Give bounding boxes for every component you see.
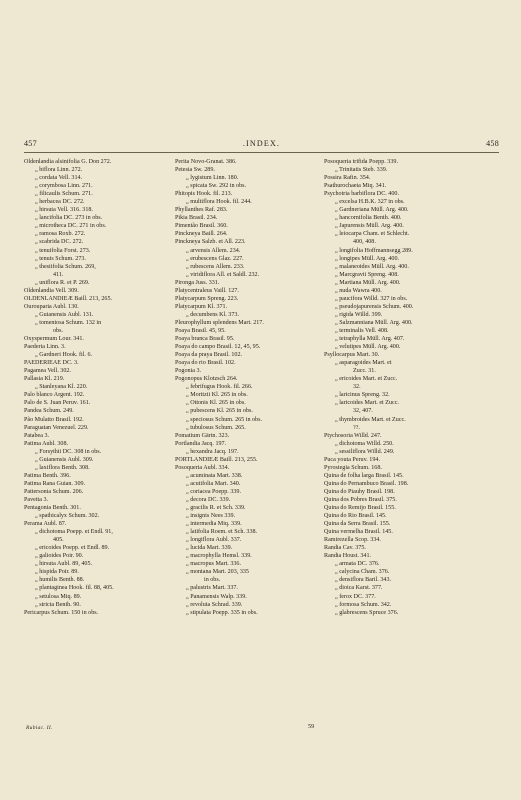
index-entry: „ arvensis Allem. 234.: [186, 247, 241, 254]
index-entry: „ decumbens Kl. 373.: [186, 311, 239, 318]
index-entry: „ Martiana Müll. Arg. 400.: [335, 279, 401, 286]
index-entry: „ intermedia Miq. 339.: [186, 521, 242, 528]
running-title: .INDEX.: [242, 139, 281, 148]
index-entry: Platycarpum Spreng. 223.: [175, 295, 239, 302]
index-entry: „ glabrescens Spruce 376.: [335, 609, 399, 616]
index-entry: 400, 408.: [353, 239, 376, 246]
index-entry: Quina do Remijo Brasil. 155.: [324, 505, 396, 512]
index-entry: Poaya do campo Brasil. 12, 45, 95.: [175, 344, 261, 351]
index-entry: Patima Aubl. 308.: [24, 440, 69, 447]
index-entry: „ macrophylla Hemsl. 339.: [186, 553, 252, 560]
index-entry: Patabea 3.: [24, 432, 50, 439]
index-entry: „ hirsuta Vell. 316. 318.: [35, 207, 93, 214]
index-entry: „ laricinus Spreng. 32.: [335, 392, 390, 399]
index-entry: „ febrifugus Hook. fil. 266.: [186, 384, 253, 391]
index-entry: Poaya branca Brasil. 95.: [175, 336, 235, 343]
index-entry: „ ericoides Poepp. et Endl. 89.: [35, 545, 110, 552]
index-entry: „ hispida Poir. 89.: [35, 569, 79, 576]
left-page-number: 457: [24, 139, 37, 148]
index-column-right: [324, 158, 500, 617]
index-entry: „ nuda Wawra 400.: [335, 287, 382, 294]
index-column-middle: [175, 158, 325, 617]
index-entry: „ leiocarpa Cham. et Schlecht.: [335, 231, 410, 238]
index-entry: Pagamea Vell. 302.: [24, 368, 71, 375]
index-entry: Pinckneya Salzb. et All. 223.: [175, 239, 246, 246]
index-entry: Palo de S. Juan Peruv. 161.: [24, 400, 91, 407]
index-entry: Ourouparia Aubl. 130.: [24, 303, 79, 310]
index-entry: „ malaneoides Müll. Arg. 400.: [335, 263, 409, 270]
index-entry: Pyrostegia Schum. 168.: [324, 464, 382, 471]
index-entry: Pattersonia Schum. 206.: [24, 488, 84, 495]
index-entry: „ biflora Linn. 272.: [35, 167, 83, 174]
index-entry: „ velutipes Müll. Arg. 400.: [335, 344, 401, 351]
index-entry: Pinckneya Baill. 264.: [175, 231, 228, 238]
index-entry: obs.: [53, 327, 63, 334]
index-entry: „ Salzmanniana Müll. Arg. 400.: [335, 319, 413, 326]
sheet-number: 59: [308, 723, 315, 730]
index-entry: „ Stanleyana Kl. 220.: [35, 384, 88, 391]
index-entry: Pironga Juss. 331.: [175, 279, 220, 286]
index-entry: Pallasia Kl. 219.: [24, 376, 65, 383]
index-entry: „ hexandra Jacq. 197.: [186, 448, 239, 455]
index-entry: „ Japurensis Müll. Arg. 400.: [335, 223, 404, 230]
index-entry: Portlandia Jacq. 197.: [175, 440, 227, 447]
index-entry: „ ferox DC. 377.: [335, 593, 376, 600]
index-entry: „ lygistum Linn. 180.: [186, 175, 239, 182]
index-entry: „ viridiflora All. et Saldl. 232.: [186, 271, 260, 278]
index-entry: „ tubulosus Schum. 265.: [186, 424, 246, 431]
index-entry: Randia Houst. 341.: [324, 553, 372, 560]
index-entry: „ Panamensis Walp. 339.: [186, 593, 247, 600]
index-entry: „ longipes Müll. Arg. 400.: [335, 255, 400, 262]
index-entry: OLDENLANDIEÆ Baill. 213, 265.: [24, 295, 113, 302]
index-entry: „ latifolia Roem. et Sch. 338.: [186, 529, 258, 536]
index-entry: „ excelsa H.B.K. 327 in obs.: [335, 199, 405, 206]
index-entry: „ Trinitatis Steb. 339.: [335, 167, 388, 174]
index-entry: „ erubescens Glaz. 227.: [186, 255, 244, 262]
index-entry: „ montana Mart. 203, 335: [186, 569, 249, 576]
index-entry: „ laxiflora Benth. 308.: [35, 464, 90, 471]
index-entry: Ptychosoria Willd. 247.: [324, 432, 382, 439]
index-entry: „ coriacea Poepp. 339.: [186, 488, 241, 495]
index-entry: „ Moritzii Kl. 265 in obs.: [186, 392, 248, 399]
index-entry: „ stipulata Poepp. 335 in obs.: [186, 609, 258, 616]
index-entry: Patima Benth. 396.: [24, 472, 71, 479]
index-entry: Pandea Schum. 249.: [24, 408, 74, 415]
index-entry: „ formosa Schum. 342.: [335, 601, 392, 608]
index-entry: „ tetraphylla Müll. Arg. 407.: [335, 336, 405, 343]
index-entry: „ humilis Benth. 88.: [35, 577, 85, 584]
index-entry: Poaya da praya Brasil. 102.: [175, 352, 243, 359]
index-entry: Oxyspermum Lour. 341.: [24, 336, 84, 343]
index-entry: Quina da Serra Brasil. 155.: [324, 521, 391, 528]
index-entry: „ galioides Poir. 90.: [35, 553, 84, 560]
index-entry: „ dichotoma Willd. 250.: [335, 440, 394, 447]
index-entry: „ revoluta Schrad. 339.: [186, 601, 243, 608]
index-entry: Posoqueria Aubl. 334.: [175, 464, 230, 471]
index-entry: Pão Mulatto Brasil. 192.: [24, 416, 84, 423]
index-entry: Pogonopus Klotzsch 264.: [175, 376, 238, 383]
index-entry: Phitopis Hook. fil. 213.: [175, 191, 233, 198]
index-entry: Platycentraleus Vaill. 127.: [175, 287, 239, 294]
index-entry: Pikia Brasil. 234.: [175, 215, 218, 222]
index-entry: „ Marcgravii Spreng. 408.: [335, 271, 399, 278]
index-entry: Paederia Linn. 3.: [24, 344, 66, 351]
index-entry: „ multiflora Hook. fil. 244.: [186, 199, 252, 206]
index-entry: „ densiflora Baril. 343.: [335, 577, 392, 584]
index-entry: „ microtheca DC. 271 in obs.: [35, 223, 107, 230]
index-entry: Pentagonia Benth. 301.: [24, 505, 81, 512]
index-entry: „ lucida Mart. 339.: [186, 545, 233, 552]
index-entry: Pavetta 3.: [24, 496, 49, 503]
index-entry: „ longiflora Aubl. 337.: [186, 537, 242, 544]
index-entry: Palo blanco Argent. 192.: [24, 392, 85, 399]
index-entry: „ ericoides Mart. et Zucc.: [335, 376, 398, 383]
index-entry: „ cordata Vell. 314.: [35, 175, 83, 182]
index-entry: „ spathicalyx Schum. 302.: [35, 513, 100, 520]
index-entry: Quina dos Pobres Brasil. 375.: [324, 496, 397, 503]
index-entry: „ scabrida DC. 272.: [35, 239, 84, 246]
index-entry: in obs.: [204, 577, 221, 584]
index-entry: „ pseudojapurensis Schum. 400.: [335, 303, 414, 310]
index-entry: Pleurophyllum splendens Mart. 217.: [175, 319, 264, 326]
index-entry: „ Ottonis Kl. 265 in obs.: [186, 400, 246, 407]
index-entry: „ tenuifolia Forst. 273.: [35, 247, 91, 254]
index-entry: „ decora DC. 339.: [186, 496, 231, 503]
index-entry: „ palustris Mart. 337.: [186, 585, 238, 592]
index-entry: Petesia Sw. 289.: [175, 167, 215, 174]
index-entry: „ thesiifolia Schum. 269,: [35, 263, 96, 270]
index-entry: 405.: [53, 537, 64, 544]
index-entry: „ hancornifolia Benth. 400.: [335, 215, 402, 222]
index-entry: Posoqueria trifida Poepp. 339.: [324, 159, 398, 165]
index-entry: „ gracilis R. et Sch. 339.: [186, 505, 246, 512]
index-entry: „ uniflora R. et P. 269.: [35, 279, 90, 286]
index-entry: „ asparagoides Mart. et: [335, 360, 392, 367]
index-entry: „ Guianensis Aubl. 309.: [35, 456, 94, 463]
index-entry: Pimentão Brasil. 360.: [175, 223, 228, 230]
index-entry: „ stricta Benth. 90.: [35, 601, 81, 608]
index-entry: Quina vermelha Brasil. 145.: [324, 529, 393, 536]
index-entry: Poaya Brasil. 45, 95.: [175, 327, 226, 334]
index-entry: „ Guianensis Aubl. 131.: [35, 311, 94, 318]
index-entry: „ longifolia Hoffmannsegg 289.: [335, 247, 413, 254]
index-entry: Quina do Pernambuco Brasil. 198.: [324, 480, 409, 487]
index-entry: Paraguatan Venezuel. 229.: [24, 424, 89, 431]
index-entry: „ paucifora Willd. 327 in obs.: [335, 295, 408, 302]
index-entry: „ speciosus Schum. 265 in obs.: [186, 416, 262, 423]
index-entry: „ ramosa Roxb. 272.: [35, 231, 86, 238]
index-entry: 411.: [53, 271, 64, 278]
index-entry: Perama Aubl. 87.: [24, 521, 67, 528]
index-entry: Psyllocarpus Mart. 30.: [324, 352, 380, 359]
index-entry: „ corymbosa Linn. 271.: [35, 183, 93, 190]
index-entry: „ herbacea DC. 272.: [35, 199, 85, 206]
index-entry: „ setulosa Miq. 89.: [35, 593, 82, 600]
index-entry: „ rubescens Allem. 233.: [186, 263, 245, 270]
index-entry: „ pubescens Kl. 265 in obs.: [186, 408, 253, 415]
index-entry: „ Forsythii DC. 308 in obs.: [35, 448, 102, 455]
index-entry: Quina do Piauhy Brasil. 198.: [324, 488, 395, 495]
index-entry: Oldenlandia Vell. 309.: [24, 287, 79, 294]
index-entry: Pogonia 3.: [175, 368, 202, 375]
index-entry: Phyllanthes Raf. 283.: [175, 207, 228, 214]
index-entry: „ dioica Karst. 377.: [335, 585, 383, 592]
index-column-left: [24, 158, 174, 617]
index-entry: „ dichotoma Poepp. et Endl. 91,: [35, 529, 113, 536]
index-entry: „ Gardneriana Müll. Arg. 400.: [335, 207, 409, 214]
index-entry: Psychotria barbiflora DC. 400.: [324, 191, 399, 198]
index-entry: „ acuminata Mart. 338.: [186, 472, 243, 479]
index-entry: Pomatium Gärtn. 323.: [175, 432, 230, 439]
running-header: [24, 139, 499, 151]
right-page-number: 458: [486, 139, 499, 148]
index-entry: Quina do Rio Brasil. 145.: [324, 513, 387, 520]
index-entry: Psathurochaeta Miq. 341.: [324, 183, 387, 190]
index-entry: „ Gardneri Hook. fil. 6.: [35, 352, 93, 359]
index-entry: Ramirezella Scop. 334.: [324, 537, 381, 544]
header-rule: [24, 152, 499, 153]
index-entry: Quina de folha larga Brasil. 145.: [324, 472, 404, 479]
index-entry: Possira Rafin. 354.: [324, 175, 371, 182]
index-entry: „ rigida Willd. 399.: [335, 311, 383, 318]
index-entry: „ filicaulis Schum. 271.: [35, 191, 93, 198]
index-entry: 32.: [353, 384, 361, 391]
index-entry: Oldenlandia alsinifolia G. Don 272.: [24, 159, 112, 165]
index-entry: Puca youta Peruv. 194.: [324, 456, 380, 463]
index-entry: Perita Novo-Granat. 386.: [175, 159, 237, 165]
index-entry: „ macropus Mart. 336.: [186, 561, 241, 568]
index-entry: Platycarpum Kl. 371.: [175, 303, 228, 310]
index-entry: „ acutifolia Mart. 340.: [186, 480, 241, 487]
index-entry: „ sessiliflora Willd. 249.: [335, 448, 395, 455]
index-entry: „ laricoides Mart. et Zucc.: [335, 400, 399, 407]
index-entry: Randia Cav. 375.: [324, 545, 366, 552]
index-entry: „ armata DC. 376.: [335, 561, 380, 568]
index-entry: „ calycina Cham. 376.: [335, 569, 390, 576]
index-entry: Patima Rana Guian. 309.: [24, 480, 86, 487]
index-entry: Pericarpus Schum. 150 in obs.: [24, 609, 99, 616]
index-entry: „ lancifolia DC. 273 in obs.: [35, 215, 103, 222]
index-entry: „ terminalis Vell. 408.: [335, 327, 389, 334]
index-entry: „ insignis Nees 339.: [186, 513, 236, 520]
index-entry: „ spicata Sw. 292 in obs.: [186, 183, 247, 190]
index-entry: Zucc. 31.: [353, 368, 376, 375]
index-entry: 32, 407.: [353, 408, 373, 415]
index-entry: „ tomentosa Schum. 132 in: [35, 319, 102, 326]
index-entry: „ tenuis Schum. 273.: [35, 255, 86, 262]
index-entry: „ thymbroides Mart. et Zucc.: [335, 416, 406, 423]
index-entry: Poaya do rio Brasil. 102.: [175, 360, 236, 367]
index-entry: PAEDERIEAE DC. 3.: [24, 360, 79, 367]
index-entry: ??.: [353, 424, 360, 431]
index-entry: „ plantaginea Hook. fil. 88, 405.: [35, 585, 114, 592]
index-entry: PORTLANDIEÆ Baill. 213, 255.: [175, 456, 258, 463]
signature-mark: Rubiac. II.: [26, 725, 53, 731]
index-entry: „ hirsuta Aubl. 89, 405.: [35, 561, 93, 568]
